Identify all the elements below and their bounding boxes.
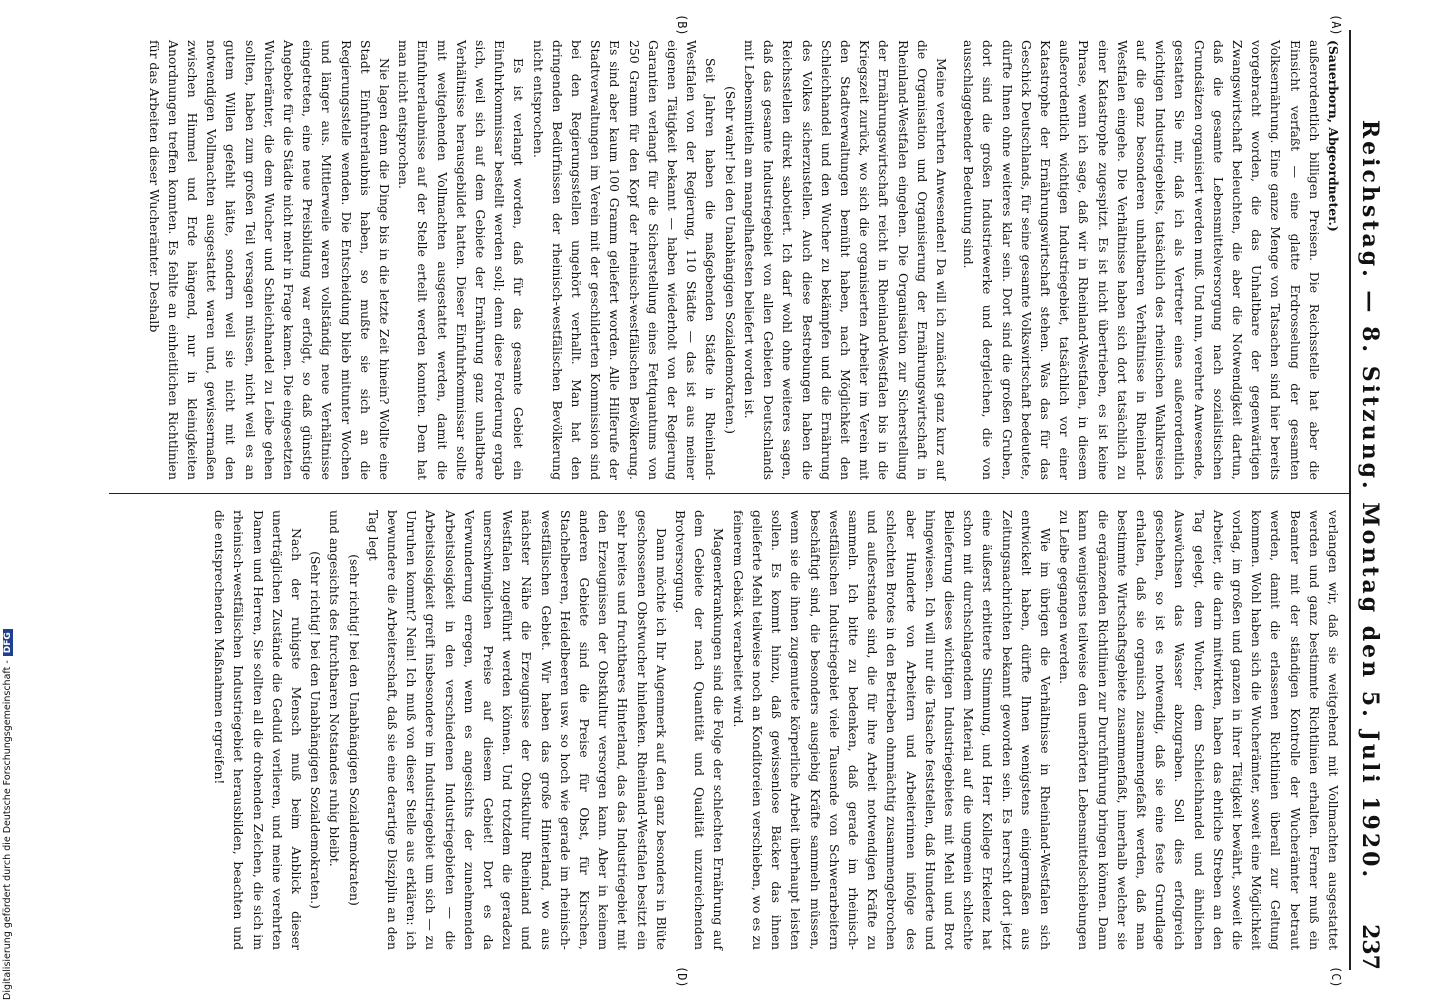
dfg-logo: DFG	[3, 629, 13, 656]
paragraph: Wie im übrigen die Verhältnisse in Rheinland-Westfalen sich entwickelt haben, dürfte Ihnen wenigstens einigermaßen aus Zeitungsnachrichten bekannt geworden sein. Es herrscht dort jetzt eine äußerst erbitterte Stimmung, und Herr Kollege Erkelenz hat schon mit durchschlagendem Material auf die ungemein schlechte Belieferung dieses wichtigen Industriegebietes mit Mehl und Brot hingewiesen. Ich will nur die Tatsache feststellen, daß Hunderte und aber Hunderte von Arbeitern und Arbeiterinnen infolge des schlechten Brotes in den Betrieben ohnmächtig zusammengebrochen und außerstande sind, die für ihre Arbeit notwendigen Kräfte zu sammeln. Ich bitte zu bedenken, daß gerade im rheinisch-westfälischen Industriegebiet viele Tausende von Schwerarbeitern beschäftigt sind, die besonders ausgiebig Kräfte sammeln müssen, wenn sie die ihnen zugemutete körperliche Arbeit überhaupt leisten sollen. Es kommt hinzu, daß gewissenlose Bäcker das ihnen gelieferte Mehl teilweise noch an Konditoreien verschieben, wo es zu feinerem Gebäck verarbeitet wird.	[730, 510, 1053, 950]
digitization-credit	[2, 632, 16, 1000]
margin-marker-c: (C)	[1329, 966, 1343, 988]
margin-marker-b: (B)	[675, 14, 689, 36]
paragraph: Dann möchte ich Ihr Augenmerk auf den ganz besonders in Blüte geschossenen Obstwucher hinlenken. Rheinland-Westfalen besitzt ein sehr breites und fruchtbares Hinterland, das das Industriegebiet mit den Erzeugnissen der Obstkultur versorgen kann. Aber in keinem anderen Gebiete sind die Preise für Obst, für Kirschen, Stachelbeeren, Heidelbeeren usw. so hoch wie gerade im rheinisch-westfälischen Gebiet. Wir haben das große Hinterland, wo aus nächster Nähe die Erzeugnisse der Obstkultur Rheinland und Westfalen zugeführt werden können. Und trotzdem die geradezu unerschwinglichen Preise auf diesem Gebiet! Dort es da Verwunderung erregen, wenn es angesichts der zunehmenden Arbeitslosigkeit in den verschiedenen Industriegebieten — die Arbeitslosigkeit greift insbesondere im Industriegebiet um sich — zu Unruhen kommt? Nein! Ich muß von dieser Stelle aus erklären: ich bewundere die Arbeiterschaft, daß sie eine derartige Disziplin an den Tag legt	[365, 510, 669, 950]
document-page	[95, 0, 1395, 1000]
paragraph: Magenerkrankungen sind die Folge der schlechten Ernährung auf dem Gebiete der nach Quantität und Qualität unzureichenden Brotversorgung.	[673, 510, 727, 950]
margin-marker-d: (D)	[675, 966, 689, 988]
speaker-name: (Sauerborn, Abgeordneter.)	[1326, 40, 1341, 232]
credit-text: Digitalisierung gefördert durch die Deutsche Forschungsgemeinschaft -	[2, 660, 13, 1000]
paragraph: Nie lagen denn die Dinge bis in die letzte Zeit hinein? Wollte eine Stadt Einfuhrerlaubnis haben, so mußte sie sich an die Regierungsstelle wenden. Die Entscheidung blieb mitunter Wochen und länger aus. Mittlerweile waren vollständig neue Verhältnisse eingetreten, eine neue Preisbildung war erfolgt, so daß günstige Angebote für die Städte nicht mehr in Frage kamen. Die eingesetzten Wucherämter, die dem Wucher und Schleichhandel zu Leibe gehen sollten, haben zum großen Teil versagen müssen, nicht weil es an gutem Willen gefehlt hätte, sondern weil sie nicht mit den notwendigen Vollmachten ausgestattet waren und, gewissermaßen zwischen Himmel und Erde hängend, nur in kleinigkeiten Anordnungen treffen konnten. Es fehlte an einheitlichen Richtlinien für das Arbeiten dieser Wucherämter. Deshalb	[146, 40, 393, 480]
header-rule	[1349, 30, 1351, 970]
page-number: 237	[1357, 924, 1383, 970]
column-divider	[109, 493, 1349, 494]
paragraph: außerordentlich billigen Preisen. Die Reichsstelle hat aber die Einsicht verfaßt — eine glatte Erdrosselung der gesamten Volksernährung. Eine ganze Menge von Tatsachen sind hier bereits vorgebracht worden, die das Unhaltbare der gegenwärtigen Zwangswirtschaft beleuchten, die aber die Notwendigkeit dartun, daß die gesamte Lebensmittelversorgung nach sozialistischen Grundsätzen organisiert werden muß. Und nun, verehrte Anwesende, gestatten Sie mir, daß ich als Vertreter eines außerordentlich wichtigen Industriegebiets, tatsächlich des rheinischen Wahlkreises auf die ganz besonderen unhaltbaren Verhältnisse in Rheinland-Westfalen eingehe. Die Verhältnisse haben sich dort tatsächlich zu einer Katastrophe zugespitzt. Es ist nicht übertrieben, es ist keine Phrase, wenn ich sage, daß wir in Rheinland-Westfalen, in diesem außerordentlich wichtigen Industriegebiet, tatsächlich vor einer Katastrophe der Ernährungswirtschaft stehen. Was das für das Geschick Deutschlands, für seine gesamte Volkswirtschaft bedeutete, dürfte Ihnen ohne weiteres klar sein. Dort sind die großen Gruben, dort sind die großen Industriewerke und dergleichen, die von ausschlaggebender Bedeutung sind.	[961, 40, 1322, 480]
left-column	[144, 40, 1343, 480]
paragraph: Meine verehrten Anwesenden! Da will ich zunächst ganz kurz auf die Organisation und Organisierung der Ernährungswirtschaft in Rheinland-Westfalen eingehen. Die Organisation zur Sicherstellung der Ernährungswirtschaft reicht in Rheinland-Westfalen bis in die Kriegszeit zurück, wo sich die organisierten Arbeiter im Verein mit den Stadtverwaltungen bemüht haben, nach Möglichkeit den Schleichhandel und den Wucher zu bekämpfen und die Ernährung des Volkes sicherzustellen. Auch diese Bestrebungen haben die Reichsstellen direkt sabotiert. Ich darf wohl ohne weiteres sagen, daß das gesamte Industriegebiet von allen Gebieten Deutschlands mit Lebensmitteln am mangelhaftesten beliefert worden ist.	[741, 40, 949, 480]
interjection: (Sehr richtig! bei den Unabhängigen Sozialdemokraten.)	[308, 551, 324, 909]
paragraph: Es ist verlangt worden, daß für das gesamte Gebiet ein Einfuhrkommissar bestellt werden soll; denn diese Forderung ergab sich, weil sich auf dem Gebiete der Ernährung ganz unhaltbare Verhältnisse herausgebildet hatten. Dieser Einfuhrkommissar sollte mit weitgehenden Vollmachten ausgestattet werden, damit die Einfuhrerlaubnisse auf der Stelle erteilt werden konnten. Dem hat man nicht entsprochen.	[396, 40, 527, 480]
paragraph: und angesichts des furchtbaren Notstandes ruhig bleibt.	[327, 510, 343, 867]
paragraph	[1324, 40, 1343, 480]
session-title: Reichstag. — 8. Sitzung. Montag den 5. Juli 1920.	[1357, 119, 1383, 881]
interjection: (sehr richtig! bei den Unabhängigen Sozialdemokraten)	[346, 554, 362, 906]
paragraph: Seit Jahren haben die maßgebenden Städte in Rheinland-Westfalen von der Regierung, 110 Städte — das ist aus meiner eigenen Tätigkeit bekannt — haben wiederholt von der Regierung Garantien verlangt für die Sicherstellung eines Fettquantums von 250 Gramm für den Kopf der rheinisch-westfälischen Bevölkerung. Es sind aber kaum 100 Gramm geliefert worden. Alle Hilferufe der Stadtverwaltungen im Verein mit der geschilderten Kommission sind bei den Regierungsstellen ungehört verhallt. Man hat den dringenden Bedürfnissen der rheinisch-westfälischen Bevölkerung nicht entsprochen.	[530, 40, 719, 480]
paragraph: Nach der ruhigste Mensch muß beim Anblick dieser unerträglichen Zustände die Geduld verlieren, und meine verehrten Damen und Herren, Sie sollten all die drohenden Zeichen, die sich im rheinisch-westfälischen Industriegebiet herausbilden, beachten und die entsprechenden Maßnahmen ergreifen!	[212, 510, 305, 950]
margin-marker-a: (A)	[1329, 14, 1343, 36]
interjection: (Sehr wahr! bei den Unabhängigen Sozialdemokraten.)	[722, 86, 738, 434]
paragraph: verlangen wir, daß sie weitgehend mit Vollmachten ausgestattet werden und ganz bestimmte Richtlinien erhalten. Ferner muß ein Beamter mit der ständigen Kontrolle der Wucherämter betraut werden, damit die erlassenen Richtlinien überall zur Geltung kommen. Wohl haben sich die Wucherämter, soweit eine Möglichkeit vorlag, im großen und ganzen in ihrer Tätigkeit bewährt, soweit die Arbeiter, die darin mitwirkten, haben das ehrliche Streben an den Tag gelegt, dem Wucher, dem Schleichhandel und ähnlichen Auswüchsen das Wasser abzugraben. Soll dies erfolgreich geschehen, so ist es notwendig, daß sie eine feste Grundlage erhalten, daß sie organisch zusammengefaßt werden, daß man bestimmte Wirtschaftsgebiete zusammenfaßt, innerhalb welcher sie die ergänzenden Richtlinien zur Durchführung bringen können. Dann kann wenigstens teilweise den unerhörten Lebensmittelschiebungen zu Leibe gegangen werden.	[1057, 510, 1341, 950]
page-header	[1349, 30, 1385, 970]
right-column	[210, 510, 1343, 950]
